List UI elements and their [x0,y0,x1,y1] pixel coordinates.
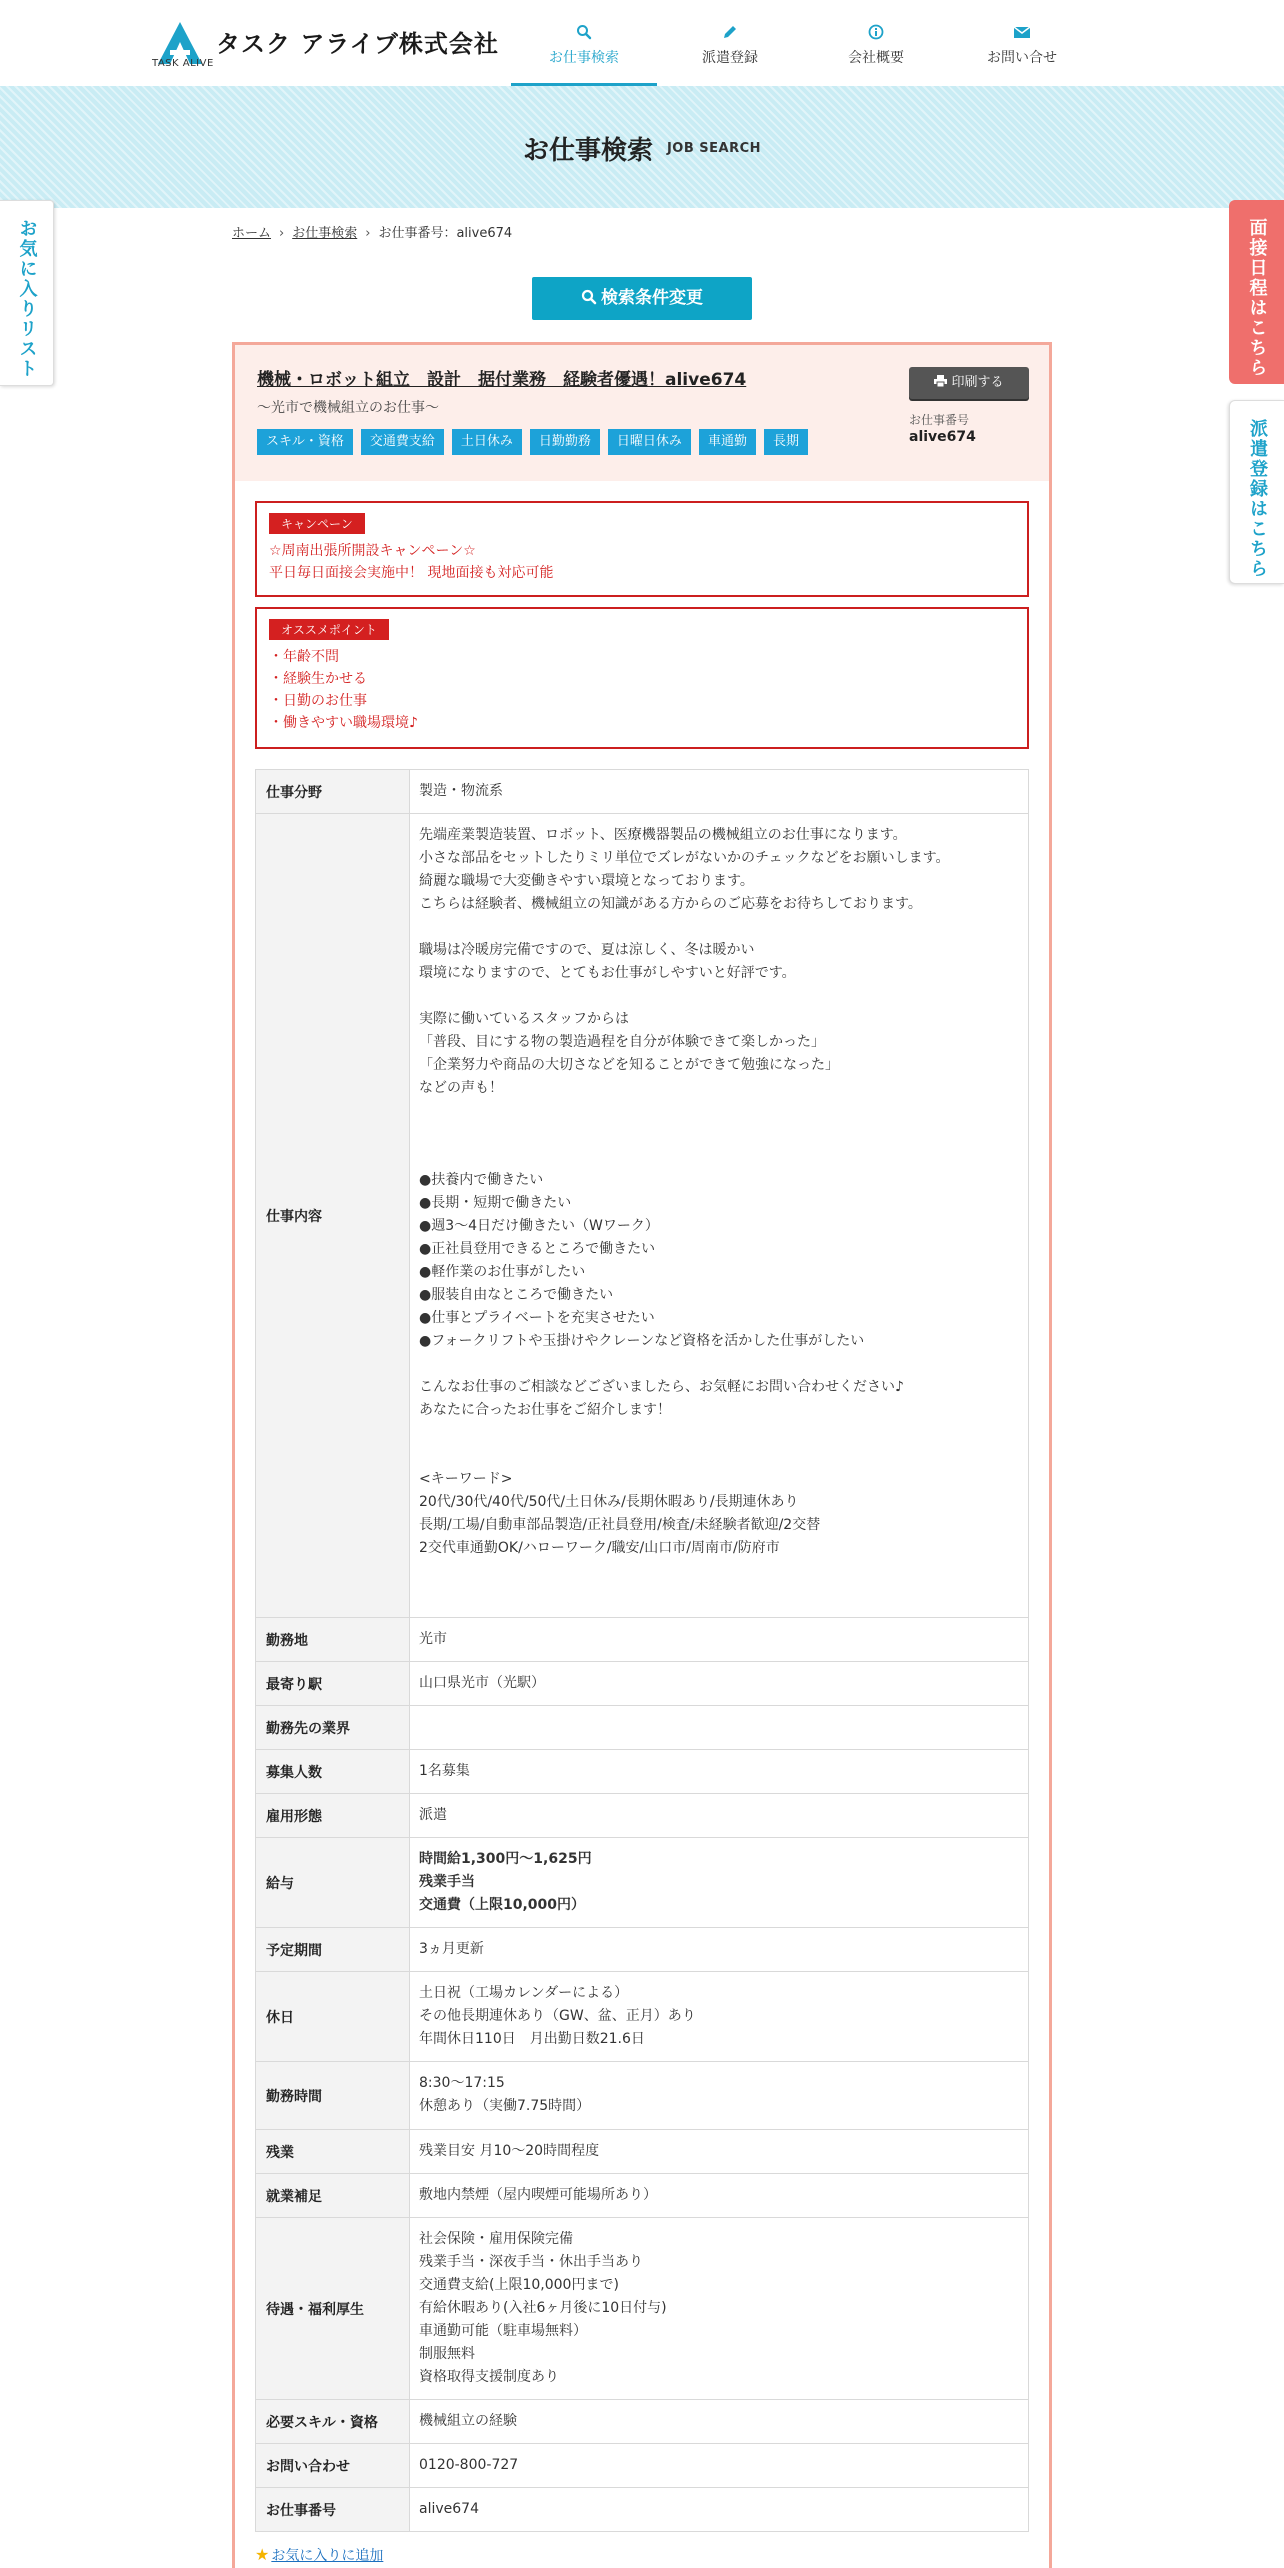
print-icon [934,375,951,390]
recommend-line: ・働きやすい職場環境♪ [269,715,418,731]
row-value: alive674 [410,2488,1029,2532]
row-label: 必要スキル・資格 [256,2400,410,2444]
breadcrumb-current: お仕事番号：alive674 [378,226,513,241]
table-row [256,2400,1029,2444]
table-row [256,2218,1029,2400]
job-tag: 日曜日休み [608,429,691,455]
row-label: お仕事番号 [256,2488,410,2532]
campaign-line: ☆周南出張所開設キャンペーン☆ [269,543,476,559]
favorites-list-label: お気に入りリスト [16,219,38,379]
row-label: 休日 [256,1972,410,2062]
table-row [256,1618,1029,1662]
breadcrumb [232,222,512,241]
row-label: 勤務先の業界 [256,1706,410,1750]
row-value: 製造・物流系 [410,770,1029,814]
logo-text: タスク アライブ株式会社 [216,30,499,58]
nav-label: お問い合せ [987,50,1057,66]
recommend-line: ・経験生かせる [269,671,367,687]
table-row [256,1972,1029,2062]
main-nav [511,0,1095,86]
nav-label: 派遣登録 [702,50,758,66]
row-label: 雇用形態 [256,1794,410,1838]
search-icon [581,288,601,308]
company-logo[interactable] [152,20,499,72]
row-value: 土日祝（工場カレンダーによる） その他長期連休あり（GW、盆、正月）あり 年間休日110日 月出勤日数21.6日 [410,1972,1029,2062]
page-title-wrap [0,130,1284,167]
job-tag: 土日休み [452,429,522,455]
row-label: 募集人数 [256,1750,410,1794]
row-value [410,1706,1029,1750]
registration-tab-label: 派遣登録はこちら [1247,419,1268,579]
job-tag: 交通費支給 [361,429,444,455]
job-title[interactable]: 機械・ロボット組立 設計 据付業務 経験者優遇！alive674 [257,370,747,390]
breadcrumb-home[interactable]: ホーム [232,226,272,241]
chevron-right-icon: › [279,226,285,241]
campaign-label: キャンペーン [269,513,365,534]
table-row [256,1662,1029,1706]
table-row [256,2130,1029,2174]
row-value: 派遣 [410,1794,1029,1838]
table-row [256,1706,1029,1750]
nav-registration[interactable] [657,0,803,86]
table-row [256,1794,1029,1838]
add-favorite [255,2545,383,2565]
row-value: 1名募集 [410,1750,1029,1794]
row-value: 残業目安 月10～20時間程度 [410,2130,1029,2174]
page-subtitle: JOB SEARCH [666,141,762,156]
nav-job-search[interactable] [511,0,657,86]
row-value: 時間給1,300円～1,625円 残業手当 交通費（上限10,000円） [410,1838,1029,1928]
row-value: 0120-800-727 [410,2444,1029,2488]
row-label: 最寄り駅 [256,1662,410,1706]
nav-label: 会社概要 [848,50,904,66]
row-value: 山口県光市（光駅） [410,1662,1029,1706]
interview-schedule-tab[interactable] [1229,200,1284,384]
campaign-line: 平日毎日面接会実施中！ 現地面接も対応可能 [269,565,554,581]
table-row [256,1750,1029,1794]
site-header [0,0,1284,86]
job-tag: 長期 [764,429,808,455]
nav-label: お仕事検索 [549,50,619,66]
job-detail-box [232,342,1052,2568]
job-tag: スキル・資格 [257,429,353,455]
page-title-band [0,86,1284,208]
nav-company[interactable] [803,0,949,86]
page-title: お仕事検索 [522,136,653,166]
row-value: 社会保険・雇用保険完備 残業手当・深夜手当・休出手当あり 交通費支給(上限10,000円まで) 有給休暇あり(入社6ヶ月後に10日付与) 車通勤可能（駐車場無料） 制服無料 資格取得支援制度あり [410,2218,1029,2400]
registration-tab[interactable] [1229,400,1284,584]
job-subtitle: ～光市で機械組立のお仕事～ [257,400,439,416]
job-tag: 日勤勤務 [530,429,600,455]
chevron-right-icon: › [365,226,371,241]
row-value: 光市 [410,1618,1029,1662]
table-row [256,770,1029,814]
row-value: 敷地内禁煙（屋内喫煙可能場所あり） [410,2174,1029,2218]
logo-subtext: TASK ALIVE [152,58,214,69]
pencil-icon [657,24,803,44]
job-header [235,345,1049,481]
recommend-label: オススメポイント [269,619,389,640]
table-row [256,2174,1029,2218]
nav-contact[interactable] [949,0,1095,86]
table-row [256,2488,1029,2532]
row-value: 8:30～17:15 休憩あり（実働7.75時間） [410,2062,1029,2130]
row-label: 仕事内容 [256,814,410,1618]
interview-schedule-label: 面接日程はこちら [1246,218,1268,378]
row-label: お問い合わせ [256,2444,410,2488]
row-value: 3ヵ月更新 [410,1928,1029,1972]
row-value: 先端産業製造装置、ロボット、医療機器製品の機械組立のお仕事になります。 小さな部品をセットしたりミリ単位でズレがないかのチェックなどをお願いします。 綺麗な職場で大変働きやすい環境となっております。 こちらは経験者、機械組立の知識がある方からのご応募をお待ちしております。 職場は冷暖房完備ですので、夏は涼しく、冬は暖かい 環境になりますので、とてもお仕事がしやすいと好評です。 実際に働いているスタッフからは 「普段、目にする物の製造過程を自分が体験できて楽しかった」 「企業努力や商品の大切さなどを知ることができて勉強になった」 などの声も！ ●扶養内で働きたい ●長期・短期で働きたい ●週3～4日だけ働きたい（Wワーク） ●正社員登用できるところで働きたい ●軽作業のお仕事がしたい ●服装自由なところで働きたい ●仕事とプライベートを充実させたい ●フォークリフトや玉掛けやクレーンなど資格を活かした仕事がしたい こんなお仕事のご相談などございましたら、お気軽にお問い合わせください♪ あなたに合ったお仕事をご紹介します！ <キーワード> 20代/30代/40代/50代/土日休み/長期休暇あり/長期連休あり 長期/工場/自動車部品製造/正社員登用/検査/未経験者歓迎/2交替 2交代車通勤OK/ハローワーク/職安/山口市/周南市/防府市 [410,814,1029,1618]
job-tags [257,429,816,455]
row-label: 待遇・福利厚生 [256,2218,410,2400]
row-label: 予定期間 [256,1928,410,1972]
row-label: 仕事分野 [256,770,410,814]
recommend-line: ・日勤のお仕事 [269,693,367,709]
table-row [256,2062,1029,2130]
row-label: 勤務地 [256,1618,410,1662]
recommend-box [255,607,1029,749]
change-search-label: 検索条件変更 [601,288,703,308]
row-value: 機械組立の経験 [410,2400,1029,2444]
star-icon: ★ [255,2545,270,2564]
print-label: 印刷する [951,375,1004,390]
change-search-button[interactable] [532,277,752,320]
print-button[interactable] [909,367,1029,399]
table-row [256,1838,1029,1928]
favorites-list-tab[interactable] [0,200,54,386]
mail-icon [949,24,1095,44]
row-label: 残業 [256,2130,410,2174]
recommend-line: ・年齢不問 [269,649,339,665]
row-label: 就業補足 [256,2174,410,2218]
info-icon [803,24,949,44]
job-tag: 車通勤 [699,429,756,455]
row-label: 給与 [256,1838,410,1928]
table-row [256,2444,1029,2488]
breadcrumb-search[interactable]: お仕事検索 [292,226,358,241]
job-number-value: alive674 [909,429,976,445]
search-icon [511,24,657,44]
job-detail-table [255,769,1029,2532]
row-label: 勤務時間 [256,2062,410,2130]
campaign-box [255,501,1029,597]
table-row [256,1928,1029,1972]
add-favorite-link[interactable]: お気に入りに追加 [271,2548,384,2564]
job-number-label: お仕事番号 [909,413,970,427]
table-row [256,814,1029,1618]
